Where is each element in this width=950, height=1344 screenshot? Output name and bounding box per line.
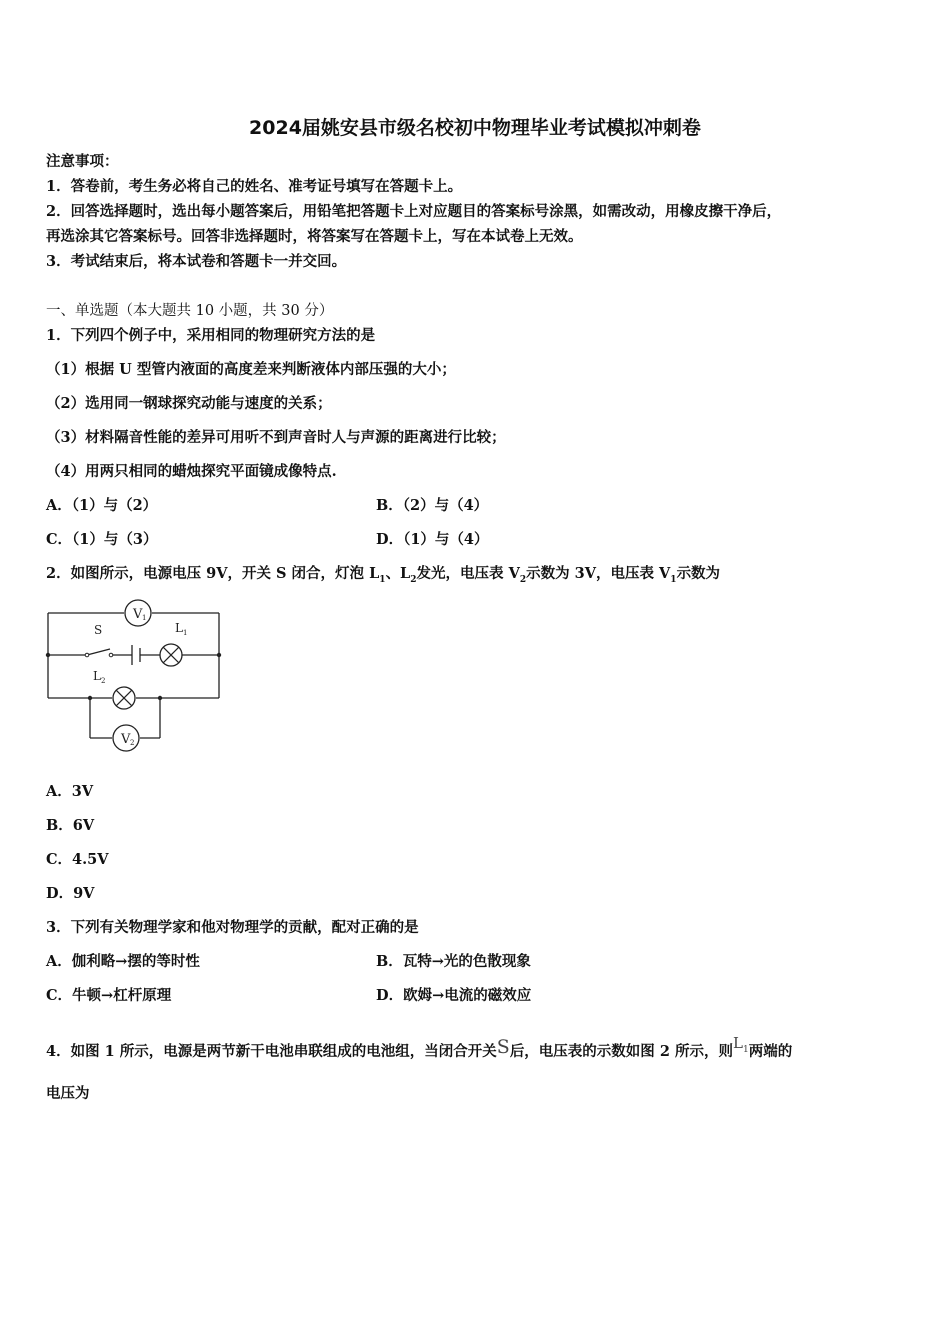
l2-sub: 2 — [101, 677, 106, 685]
q2-option-d: D．9V — [46, 885, 95, 902]
notice-item: 3．考试结束后，将本试卷和答题卡一并交回。 — [46, 253, 347, 270]
q3-option-d: D．欧姆→电流的磁效应 — [376, 987, 532, 1004]
l1-label: L — [175, 621, 183, 635]
q1-option-c: C．（1）与（3） — [46, 531, 158, 548]
v1-sub: 1 — [142, 614, 147, 622]
v2-sub: 2 — [130, 739, 135, 747]
v2-label: V — [121, 732, 131, 747]
q2-option-a: A．3V — [46, 783, 94, 800]
lamp-symbol: $L_1$ — [733, 1034, 749, 1055]
q3-option-a: A．伽利略→摆的等时性 — [46, 953, 200, 970]
lamp-l2-icon — [113, 687, 135, 709]
notice-item: 1．答卷前，考生务必将自己的姓名、准考证号填写在答题卡上。 — [46, 178, 463, 195]
q1-option-a: A．（1）与（2） — [46, 497, 158, 514]
section-heading: 一、单选题（本大题共 10 小题，共 30 分） — [46, 303, 334, 319]
q3-stem: 3．下列有关物理学家和他对物理学的贡献，配对正确的是 — [46, 919, 419, 936]
l1-sub: 1 — [183, 629, 188, 637]
page-title: 2024届姚安县市级名校初中物理毕业考试模拟冲刺卷 — [249, 117, 701, 139]
voltmeter-v1-icon — [125, 600, 151, 626]
q2-option-c: C．4.5V — [46, 851, 109, 868]
q3-option-b: B．瓦特→光的色散现象 — [376, 953, 531, 970]
q4-stem: 4．如图 1 所示，电源是两节新干电池串联组成的电池组，当闭合开关S后，电压表的示数如图 2 所示，则$L_1$两端的 — [46, 1034, 793, 1060]
notice-item: 再选涂其它答案标号。回答非选择题时，将答案写在答题卡上，写在本试卷上无效。 — [46, 228, 583, 245]
q4-stem-continued: 电压为 — [46, 1085, 90, 1102]
q2-stem: 2．如图所示，电源电压 9V，开关 S 闭合，灯泡 $L_1$、$L_2$发光，电压表 $V_2$示数为 3V，电压表 $V_1$示数为 — [46, 565, 721, 585]
notice-item: 2．回答选择题时，选出每小题答案后，用铅笔把答题卡上对应题目的答案标号涂黑，如需改动，用橡皮擦干净后， — [46, 203, 782, 220]
switch-symbol: S — [496, 1036, 510, 1058]
notice-heading: 注意事项： — [46, 153, 119, 170]
l2-label: L — [93, 669, 101, 683]
voltmeter-v2-icon — [113, 725, 139, 751]
q1-stem: 1．下列四个例子中，采用相同的物理研究方法的是 — [46, 327, 376, 344]
q3-option-c: C．牛顿→杠杆原理 — [46, 987, 172, 1004]
q1-item: （1）根据 U 型管内液面的高度差来判断液体内部压强的大小； — [46, 361, 456, 378]
q1-option-d: D．（1）与（4） — [376, 531, 489, 548]
q1-item: （4）用两只相同的蜡烛探究平面镜成像特点. — [46, 463, 337, 480]
q1-item: （3）材料隔音性能的差异可用听不到声音时人与声源的距离进行比较； — [46, 429, 506, 446]
q1-item: （2）选用同一钢球探究动能与速度的关系； — [46, 395, 332, 412]
v1-label: V — [133, 607, 143, 622]
q2-option-b: B．6V — [46, 817, 95, 834]
switch-label: S — [94, 623, 103, 637]
q1-option-b: B．（2）与（4） — [376, 497, 489, 514]
circuit-diagram — [40, 598, 230, 758]
lamp-l1-icon — [160, 644, 182, 666]
